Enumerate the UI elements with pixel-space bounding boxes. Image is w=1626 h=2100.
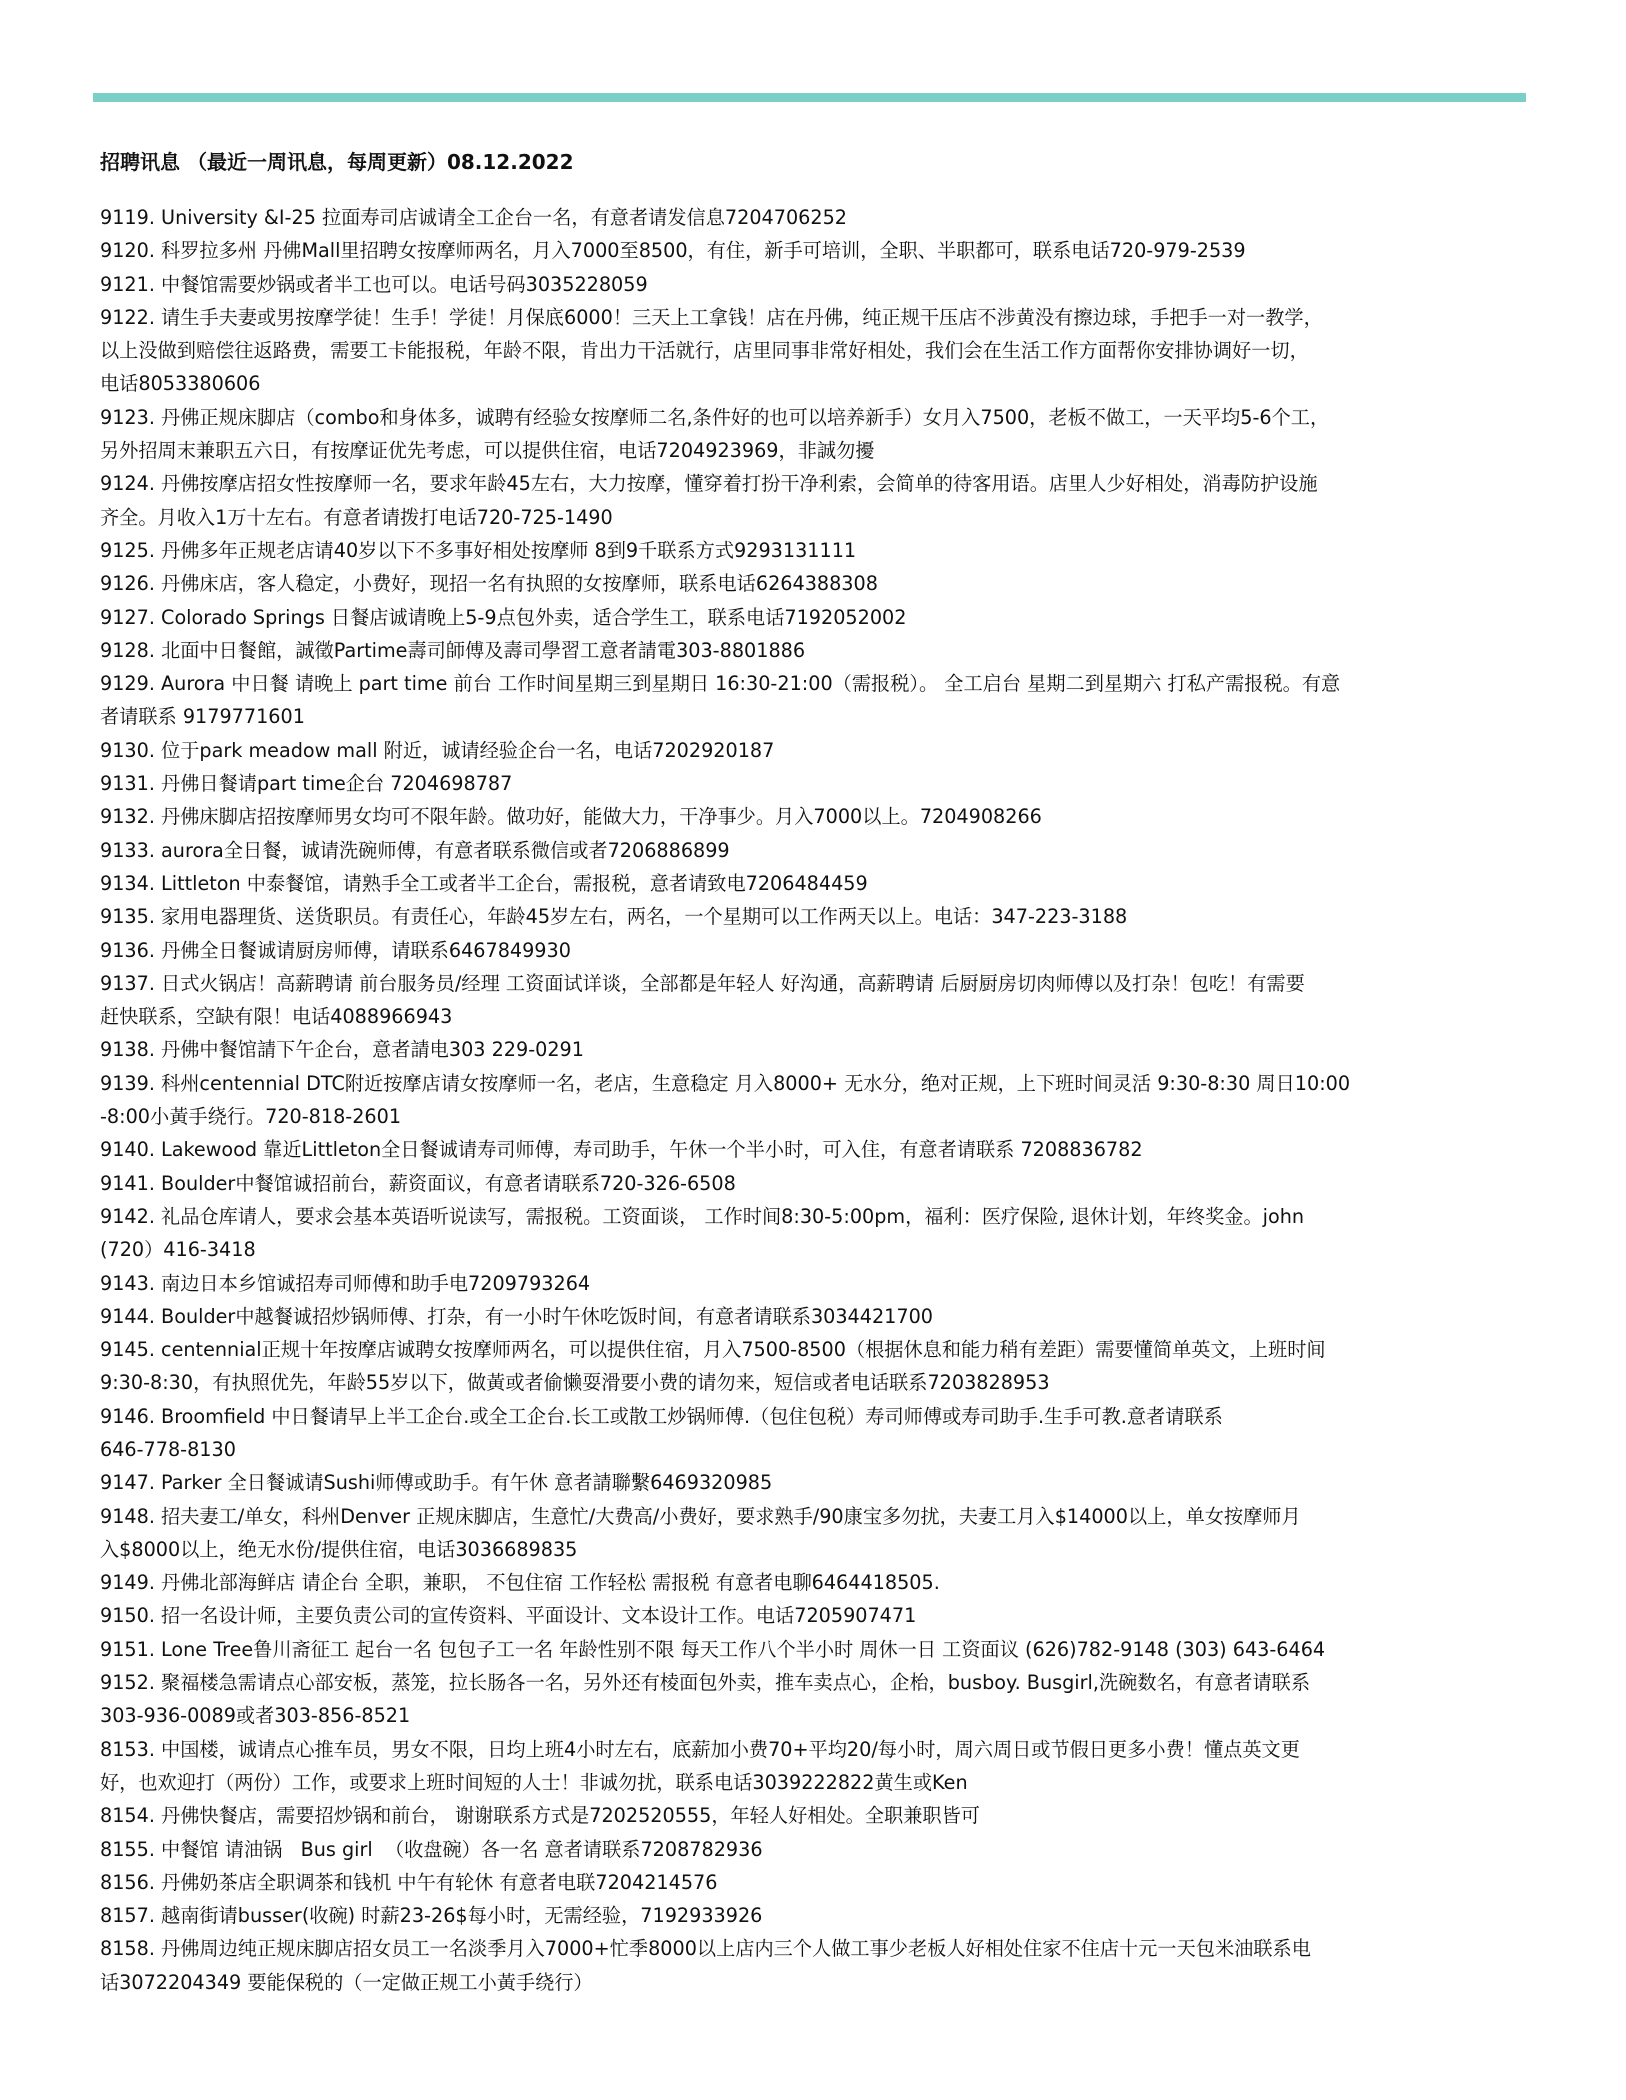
listing-text-line: 位于park meadow mall 附近，诚请经验企台一名，电话7202920187	[161, 738, 775, 762]
listing-text-line: 科州centennial DTC附近按摩店请女按摩师一名，老店，生意稳定 月入8000+ 无水分，绝对正规，上下班时间灵活 9:30-8:30 周日10:00	[161, 1071, 1351, 1095]
listing-text-line: centennial正规十年按摩店诚聘女按摩师两名，可以提供住宿，月入7500-8500（根据休息和能力稍有差距）需要懂简单英文，上班时间	[161, 1338, 1326, 1362]
listing-number: 9142.	[100, 1204, 155, 1228]
job-listing	[100, 734, 1500, 767]
listing-text-line: 丹佛床店，客人稳定，小费好，现招一名有执照的女按摩师，联系电话6264388308	[161, 572, 878, 596]
job-listing	[100, 1067, 1500, 1134]
job-listing	[100, 1733, 1500, 1800]
listing-number: 9137.	[100, 971, 155, 995]
listing-text-line: 以上没做到赔偿往返路费，需要工卡能报税，年龄不限，肯出力干活就行，店里同事非常好相处，我们会在生活工作方面帮你安排协调好一切，	[100, 339, 1309, 363]
listing-number: 9127.	[100, 605, 155, 629]
listing-number: 8158.	[100, 1937, 155, 1961]
listing-number: 8153.	[100, 1737, 155, 1761]
listing-text-line: aurora全日餐，诚请洗碗师傅，有意者联系微信或者7206886899	[161, 838, 730, 862]
listing-number: 9144.	[100, 1304, 155, 1328]
top-divider	[93, 93, 1526, 102]
listing-number: 9135.	[100, 905, 155, 929]
job-listing	[100, 301, 1500, 401]
listing-text-line: 另外招周末兼职五六日，有按摩证优先考虑，可以提供住宿，电话7204923969，非誠勿擾	[100, 439, 875, 463]
page-title: 招聘讯息 （最近一周讯息，每周更新）08.12.2022	[100, 150, 574, 174]
listing-text-line: (720）416-3418	[100, 1238, 256, 1262]
listing-number: 8157.	[100, 1904, 155, 1928]
listing-text-line: 丹佛周边纯正规床脚店招女员工一名淡季月入7000+忙季8000以上店内三个人做工事少老板人好相处住家不住店十元一天包米油联系电	[161, 1937, 1311, 1961]
listing-text-line: 丹佛全日餐诚请厨房师傅，请联系6467849930	[161, 938, 571, 962]
listing-number: 9132.	[100, 805, 155, 829]
listing-number: 9149.	[100, 1571, 155, 1595]
job-listing	[100, 567, 1500, 600]
listing-text-line: 北面中日餐館，誠徵Partime壽司師傅及壽司學習工意者請電303-8801886	[161, 638, 806, 662]
listing-number: 9125.	[100, 538, 155, 562]
listing-text-line: 日式火锅店！高薪聘请 前台服务员/经理 工资面试详谈，全部都是年轻人 好沟通，高薪聘请 后厨厨房切肉师傅以及打杂！包吃！有需要	[161, 971, 1305, 995]
job-listing	[100, 1899, 1500, 1932]
listing-number: 9134.	[100, 871, 155, 895]
listing-text-line: 入$8000以上，绝无水份/提供住宿，电话3036689835	[100, 1537, 578, 1561]
listing-number: 9123.	[100, 405, 155, 429]
job-listing	[100, 1833, 1500, 1866]
job-listing	[100, 1400, 1500, 1467]
job-listing	[100, 601, 1500, 634]
listing-number: 9122.	[100, 305, 155, 329]
job-listing	[100, 268, 1500, 301]
listing-number: 9129.	[100, 672, 155, 696]
job-listing	[100, 1300, 1500, 1333]
listing-text-line: Boulder中餐馆诚招前台，薪资面议，有意者请联系720-326-6508	[161, 1171, 736, 1195]
job-listing	[100, 1033, 1500, 1066]
job-listing	[100, 1633, 1500, 1666]
listing-text-line: Boulder中越餐诚招炒锅师傅、打杂，有一小时午休吃饭时间，有意者请联系3034421700	[161, 1304, 934, 1328]
listing-text-line: Colorado Springs 日餐店诚请晚上5-9点包外卖，适合学生工，联系电话7192052002	[161, 605, 907, 629]
listing-number: 9124.	[100, 472, 155, 496]
listing-number: 9139.	[100, 1071, 155, 1095]
listing-text-line: Broomfield 中日餐请早上半工企台.或全工企台.长工或散工炒锅师傅.（包住包税）寿司师傅或寿司助手.生手可教.意者请联系	[161, 1404, 1223, 1428]
listing-number: 9128.	[100, 638, 155, 662]
listing-text-line: 9:30-8:30，有执照优先，年龄55岁以下，做黃或者偷懒耍滑要小费的请勿来，短信或者电话联系7203828953	[100, 1371, 1050, 1395]
job-listing	[100, 1333, 1500, 1400]
listing-text-line: 丹佛多年正规老店请40岁以下不多事好相处按摩师 8到9千联系方式9293131111	[161, 538, 857, 562]
listing-text-line: University &I-25 拉面寿司店诚请全工企台一名，有意者请发信息7204706252	[161, 206, 848, 229]
listing-number: 9119.	[100, 206, 155, 229]
job-listing	[100, 1666, 1500, 1733]
job-listing	[100, 234, 1500, 267]
job-listing	[100, 767, 1500, 800]
listing-text-line: 646-778-8130	[100, 1437, 236, 1461]
listing-text-line: 招夫妻工/单女，科州Denver 正规床脚店，生意忙/大费高/小费好，要求熟手/90康宝多勿扰，夫妻工月入$14000以上，单女按摩师月	[161, 1504, 1301, 1528]
listing-number: 9147.	[100, 1471, 155, 1495]
job-listing	[100, 634, 1500, 667]
job-listing	[100, 1500, 1500, 1567]
job-listing	[100, 534, 1500, 567]
listing-text-line: 中国楼，诚请点心推车员，男女不限，日均上班4小时左右，底薪加小费70+平均20/每小时，周六周日或节假日更多小费！懂点英文更	[161, 1737, 1300, 1761]
listing-number: 9120.	[100, 239, 155, 263]
listing-number: 9146.	[100, 1404, 155, 1428]
job-listing	[100, 1866, 1500, 1899]
job-listing	[100, 867, 1500, 900]
listing-text-line: 丹佛日餐请part time企台 7204698787	[161, 772, 513, 796]
listing-number: 9150.	[100, 1604, 155, 1628]
listing-text-line: Littleton 中泰餐馆，请熟手全工或者半工企台，需报税，意者请致电7206484459	[161, 871, 868, 895]
listing-number: 9140.	[100, 1138, 155, 1162]
listing-number: 9133.	[100, 838, 155, 862]
listing-text-line: 话3072204349 要能保税的（一定做正规工小黃手绕行）	[100, 1970, 593, 1994]
listing-number: 9121.	[100, 272, 155, 296]
listing-text-line: 科罗拉多州 丹佛Mall里招聘女按摩师两名，月入7000至8500，有住，新手可培训，全职、半职都可，联系电话720-979-2539	[161, 239, 1246, 263]
listing-text-line: 丹佛北部海鲜店 请企台 全职，兼职， 不包住宿 工作轻松 需报税 有意者电聊6464418505.	[161, 1571, 940, 1595]
job-listing	[100, 1599, 1500, 1632]
listing-text-line: 聚福楼急需请点心部安板，蒸笼，拉长肠各一名，另外还有棱面包外卖，推车卖点心，企枱，busboy. Busgirl,洗碗数名，有意者请联系	[161, 1671, 1311, 1695]
listing-text-line: 丹佛奶茶店全职调茶和钱机 中午有轮休 有意者电联7204214576	[161, 1870, 718, 1894]
job-listing	[100, 401, 1500, 468]
listing-text-line: 越南街请busser(收碗) 时薪23-26$每小时，无需经验，7192933926	[161, 1904, 763, 1928]
job-listing	[100, 900, 1500, 933]
job-listing	[100, 967, 1500, 1034]
listing-number: 9136.	[100, 938, 155, 962]
listing-text-line: 好，也欢迎打（两份）工作，或要求上班时间短的人士！非诚勿扰，联系电话3039222822黄生或Ken	[100, 1770, 968, 1794]
listing-text-line: 303-936-0089或者303-856-8521	[100, 1704, 411, 1728]
listing-number: 9152.	[100, 1671, 155, 1695]
listing-number: 9141.	[100, 1171, 155, 1195]
listing-number: 8154.	[100, 1804, 155, 1828]
job-listing	[100, 1799, 1500, 1832]
listing-text-line: 丹佛中餐馆請下午企台，意者請电303 229-0291	[161, 1038, 584, 1062]
job-listing	[100, 201, 1500, 234]
listing-number: 8156.	[100, 1870, 155, 1894]
listing-list	[100, 201, 1500, 1999]
job-listing	[100, 1932, 1500, 1999]
listing-number: 9151.	[100, 1637, 155, 1661]
listing-number: 9130.	[100, 738, 155, 762]
listing-text-line: 家用电器理货、送货职员。有责任心，年龄45岁左右，两名，一个星期可以工作两天以上。电话：347-223-3188	[161, 905, 1128, 929]
listing-number: 9138.	[100, 1038, 155, 1062]
listing-text-line: 中餐馆需要炒锅或者半工也可以。电话号码3035228059	[161, 272, 648, 296]
listing-text-line: 丹佛正规床脚店（combo和身体多，诚聘有经验女按摩师二名,条件好的也可以培养新手）女月入7500，老板不做工，一天平均5-6个工，	[161, 405, 1330, 429]
listing-text-line: 电话8053380606	[100, 372, 261, 396]
job-listing	[100, 467, 1500, 534]
listing-text-line: -8:00小黃手绕行。720-818-2601	[100, 1105, 402, 1129]
listing-text-line: 者请联系 9179771601	[100, 705, 305, 729]
job-listing	[100, 1466, 1500, 1499]
job-listing	[100, 1267, 1500, 1300]
job-listing	[100, 1200, 1500, 1267]
listing-text-line: 招一名设计师，主要负责公司的宣传资料、平面设计、文本设计工作。电话7205907471	[161, 1604, 917, 1628]
listing-text-line: 赶快联系，空缺有限！电话4088966943	[100, 1005, 453, 1029]
listing-text-line: 请生手夫妻或男按摩学徒！生手！学徒！月保底6000！三天上工拿钱！店在丹佛，纯正规干压店不涉黄没有擦边球，手把手一对一教学，	[161, 305, 1323, 329]
listing-text-line: 丹佛快餐店，需要招炒锅和前台， 谢谢联系方式是7202520555，年轻人好相处。全职兼职皆可	[161, 1804, 980, 1828]
job-listing	[100, 667, 1500, 734]
job-listing	[100, 834, 1500, 867]
listing-number: 8155.	[100, 1837, 155, 1861]
listing-text-line: Parker 全日餐诚请Sushi师傅或助手。有午休 意者請聯繫6469320985	[161, 1471, 773, 1495]
listing-number: 9148.	[100, 1504, 155, 1528]
job-listing	[100, 934, 1500, 967]
listing-text-line: Lone Tree鲁川斋征工 起台一名 包包子工一名 年龄性别不限 每天工作八个半小时 周休一日 工资面议 (626)782-9148 (303) 643-6464	[161, 1637, 1326, 1661]
listing-text-line: 丹佛按摩店招女性按摩师一名，要求年龄45左右，大力按摩，懂穿着打扮干净利索，会简单的待客用语。店里人少好相处，消毒防护设施	[161, 472, 1318, 496]
job-listing	[100, 800, 1500, 833]
listing-text-line: 丹佛床脚店招按摩师男女均可不限年龄。做功好，能做大力，干净事少。月入7000以上。7204908266	[161, 805, 1042, 829]
job-listing	[100, 1167, 1500, 1200]
listing-number: 9143.	[100, 1271, 155, 1295]
listing-number: 9131.	[100, 772, 155, 796]
job-listing	[100, 1133, 1500, 1166]
listing-text-line: 中餐馆 请油锅 Bus girl （收盘碗）各一名 意者请联系7208782936	[161, 1837, 763, 1861]
listing-number: 9145.	[100, 1338, 155, 1362]
listing-text-line: 南边日本乡馆诚招寿司师傅和助手电7209793264	[161, 1271, 591, 1295]
listing-text-line: 齐全。月收入1万十左右。有意者请拨打电话720-725-1490	[100, 505, 613, 529]
job-listing	[100, 1566, 1500, 1599]
listing-text-line: Aurora 中日餐 请晚上 part time 前台 工作时间星期三到星期日 16:30-21:00（需报税）。 全工启台 星期二到星期六 打私产需报税。有意	[161, 672, 1341, 696]
listing-text-line: Lakewood 靠近Littleton全日餐诚请寿司师傅，寿司助手，午休一个半小时，可入住，有意者请联系 7208836782	[161, 1138, 1143, 1162]
listing-number: 9126.	[100, 572, 155, 596]
listing-text-line: 礼品仓库请人，要求会基本英语听说读写，需报税。工资面谈， 工作时间8:30-5:00pm，福利：医疗保险, 退休计划，年终奖金。john	[161, 1204, 1305, 1228]
